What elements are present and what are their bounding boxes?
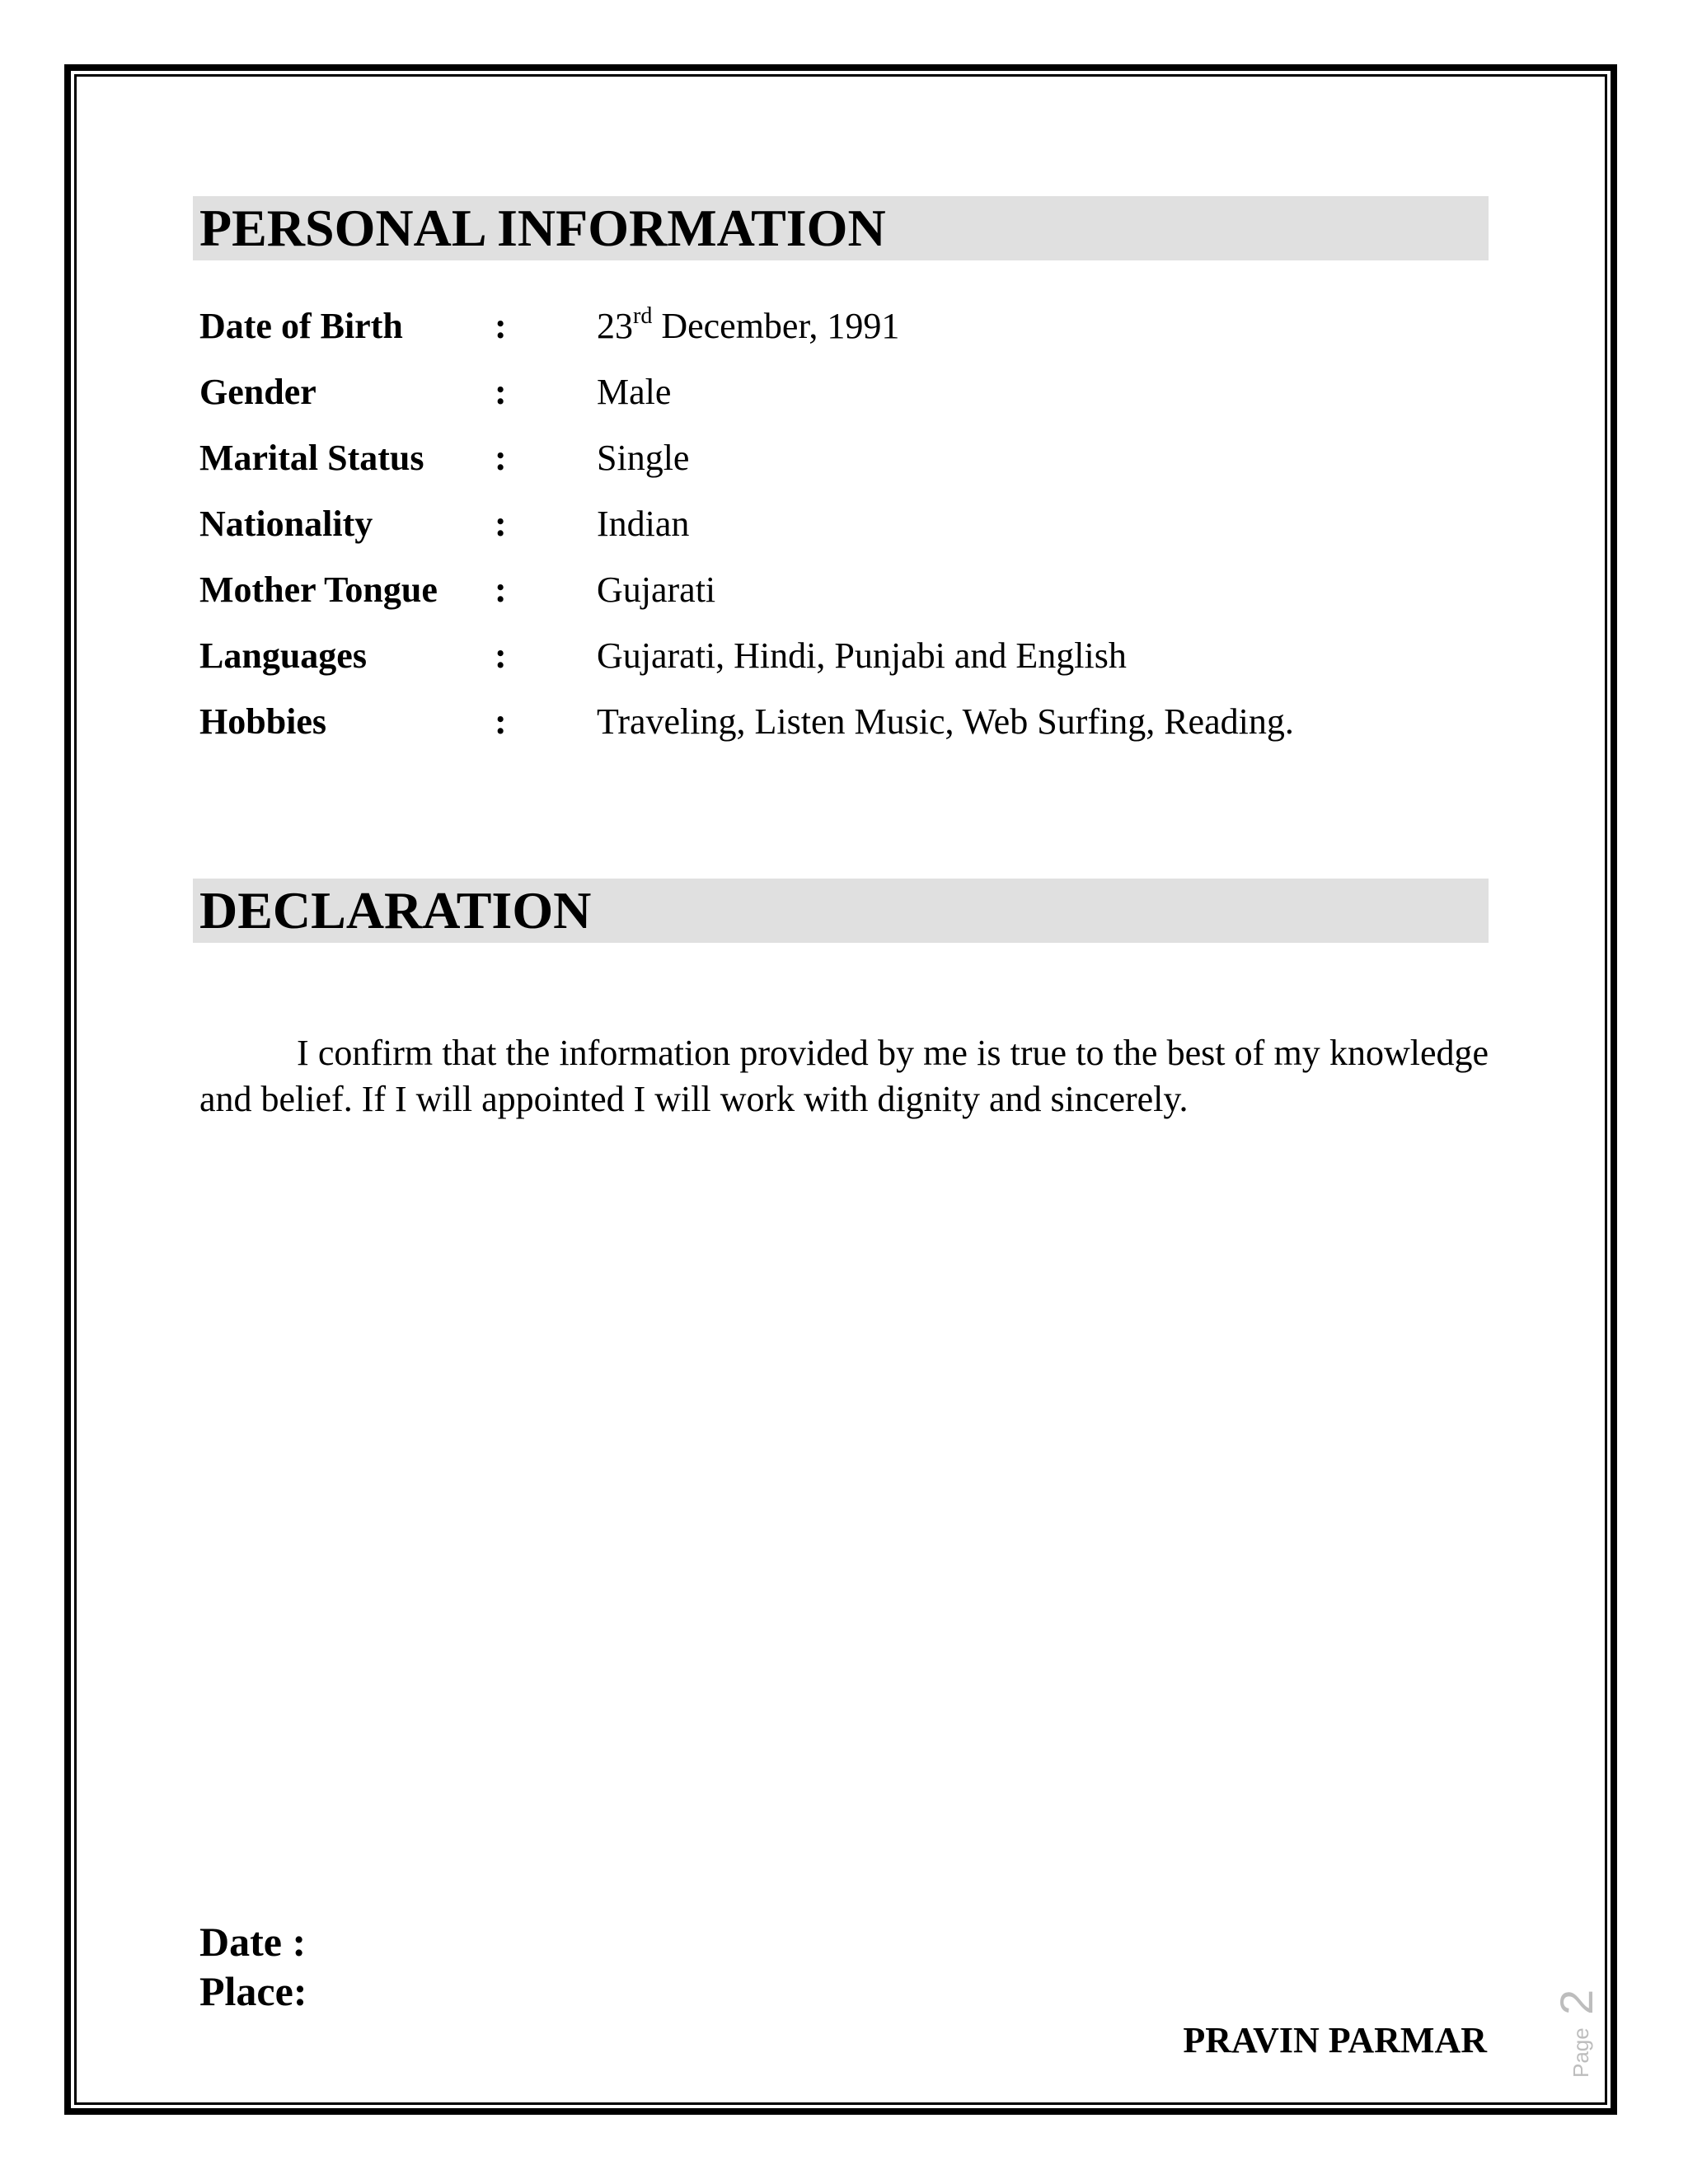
info-colon: : [495, 438, 507, 478]
info-colon: : [495, 306, 507, 346]
info-value: Single [597, 438, 690, 478]
info-colon: : [495, 701, 507, 742]
info-colon: : [495, 504, 507, 544]
place-label: Place: [199, 1968, 307, 2014]
dob-month-year: December, 1991 [652, 306, 900, 346]
info-colon: : [495, 372, 507, 412]
page-number: 2 [1550, 1989, 1602, 2015]
personal-information-header [193, 196, 1489, 260]
info-value: Gujarati [597, 569, 716, 610]
info-value: Gujarati, Hindi, Punjabi and English [597, 635, 1127, 676]
info-label: Marital Status [199, 438, 424, 478]
page-word: Page [1568, 2027, 1593, 2078]
info-label: Nationality [199, 504, 373, 544]
info-label: Hobbies [199, 701, 327, 742]
info-value: Male [597, 372, 672, 412]
info-value: Indian [597, 504, 690, 544]
info-label: Gender [199, 372, 316, 412]
info-colon: : [495, 569, 507, 610]
info-value-date-of-birth [597, 302, 899, 351]
declaration-text: I confirm that the information provided by me is true to the best of my knowledge and belief. If I will appointed I will work with dignity and sincerely. [199, 1033, 1489, 1119]
declaration-header [193, 879, 1489, 943]
info-label: Date of Birth [199, 306, 403, 346]
declaration-title: DECLARATION [199, 881, 592, 940]
date-label: Date : [199, 1919, 307, 1965]
personal-information-title: PERSONAL INFORMATION [199, 199, 886, 257]
info-label: Mother Tongue [199, 569, 438, 610]
signature-name: PRAVIN PARMAR [1183, 2020, 1487, 2060]
info-value: Traveling, Listen Music, Web Surfing, Reading. [597, 701, 1294, 742]
page-number-marker [1529, 1989, 1636, 2078]
info-colon: : [495, 635, 507, 676]
dob-day: 23 [597, 306, 633, 346]
dob-day-suffix: rd [633, 303, 653, 329]
info-label: Languages [199, 635, 367, 676]
